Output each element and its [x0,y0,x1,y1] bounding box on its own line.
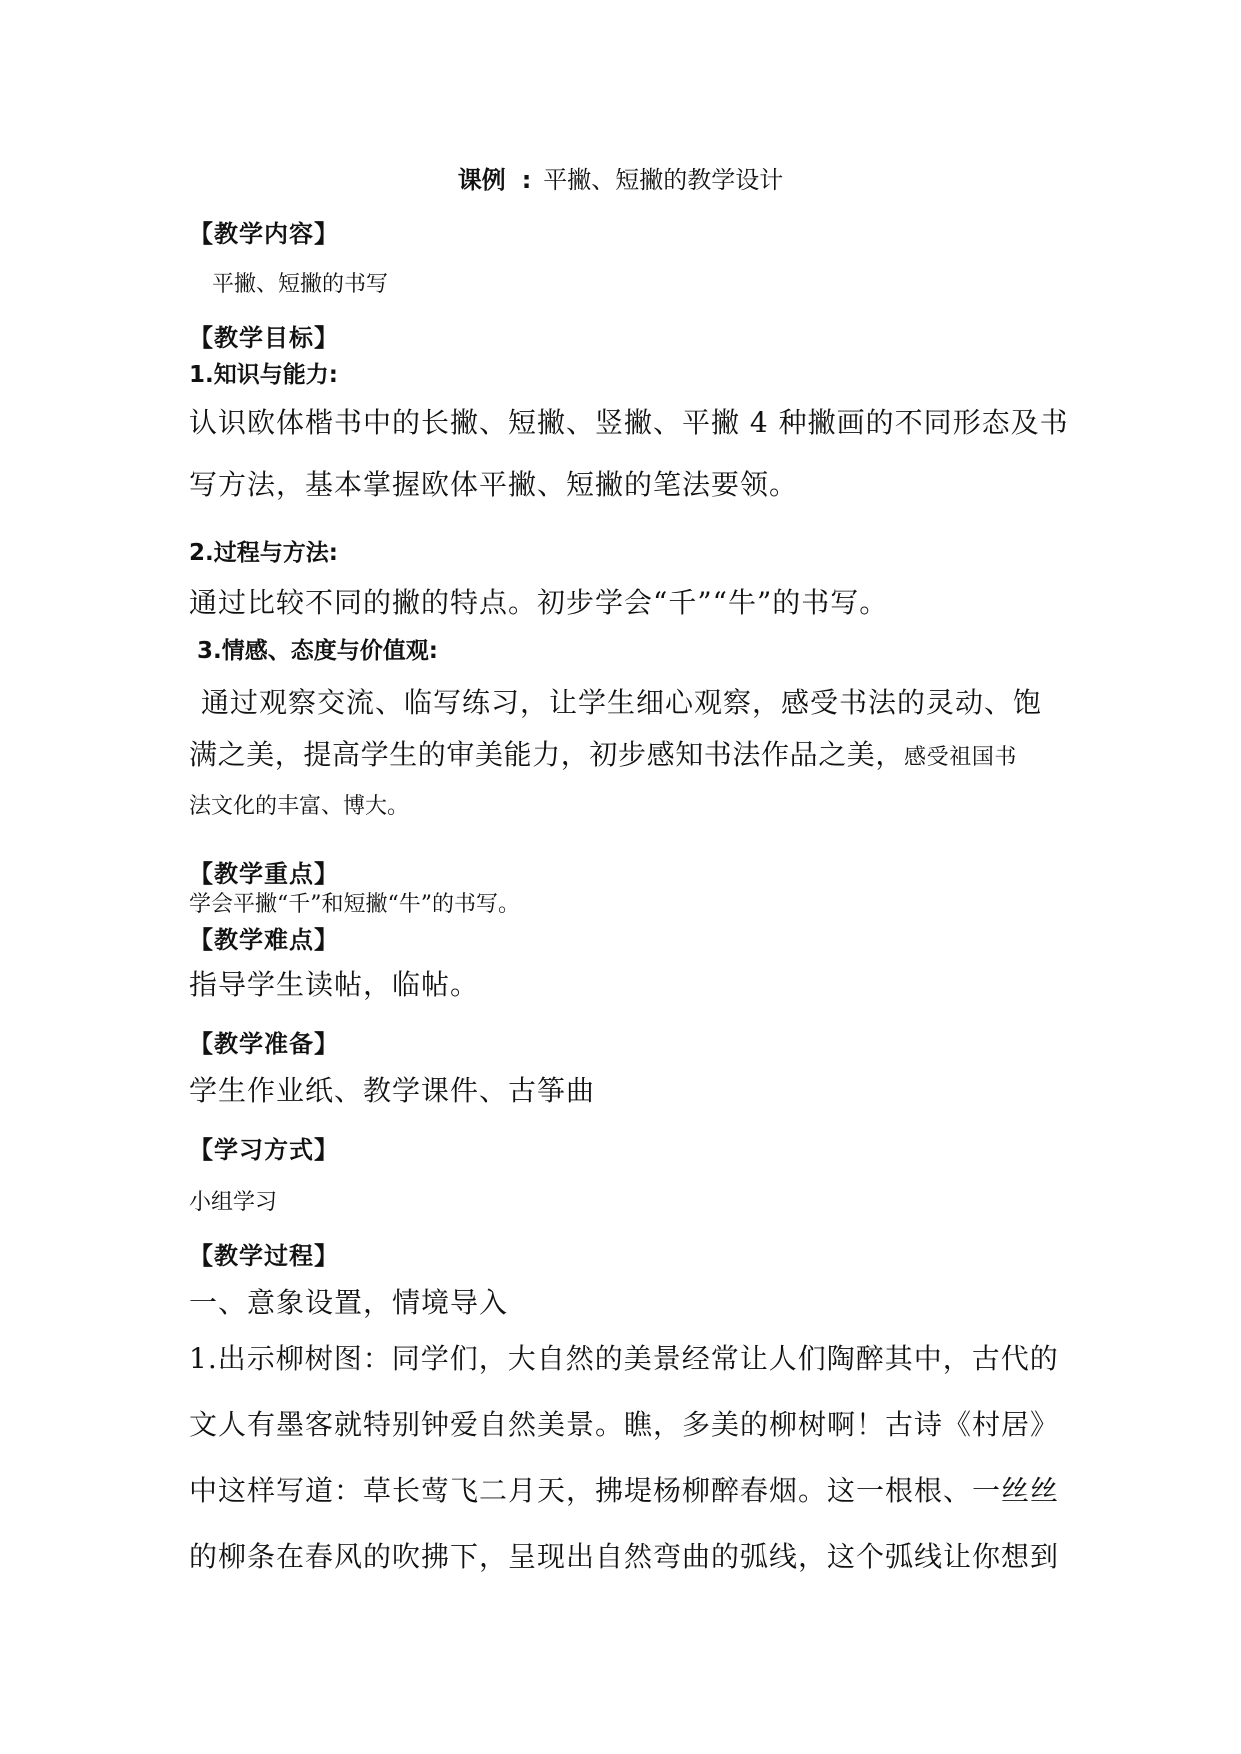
heading-keypoint: 【教学重点】 [189,860,339,888]
process-paragraph-line-2: 文人有墨客就特别钟爱自然美景。瞧，多美的柳树啊！古诗《村居》 [189,1408,1060,1441]
goal-1-title: 1.知识与能力: [189,362,338,388]
goal-3-line-2-main: 满之美，提高学生的审美能力，初步感知书法作品之美， [189,738,905,771]
title-colon: : [521,166,532,194]
heading-process: 【教学过程】 [189,1242,339,1270]
method-text: 小组学习 [189,1190,278,1215]
heading-method: 【学习方式】 [189,1136,339,1164]
heading-content: 【教学内容】 [189,220,339,248]
heading-preparation: 【教学准备】 [189,1030,339,1058]
heading-difficulty: 【教学难点】 [189,926,339,954]
process-step-title: 一、意象设置，情境导入 [189,1286,509,1319]
goal-3-line-2-tail: 感受祖国书 [904,745,1018,770]
keypoint-text: 学会平撇“千”和短撇“牛”的书写。 [189,892,520,917]
process-paragraph-line-4: 的柳条在春风的吹拂下，呈现出自然弯曲的弧线，这个弧线让你想到 [189,1540,1060,1573]
document-title [0,166,1241,195]
goal-3-title: 3.情感、态度与价值观: [197,638,438,664]
goal-2-title: 2.过程与方法: [189,540,338,566]
goal-1-line-2: 写方法，基本掌握欧体平撇、短撇的笔法要领。 [189,468,799,501]
preparation-text: 学生作业纸、教学课件、古筝曲 [189,1074,596,1107]
content-text: 平撇、短撇的书写 [212,272,389,297]
goal-2-line-1: 通过比较不同的撇的特点。初步学会“千”“牛”的书写。 [189,586,889,619]
goal-3-line-1: 通过观察交流、临写练习，让学生细心观察，感受书法的灵动、饱 [201,686,1043,719]
goal-3-line-2 [189,738,1017,772]
process-paragraph-line-1: 1.出示柳树图：同学们，大自然的美景经常让人们陶醉其中，古代的 [189,1342,1059,1375]
goal-1-line-1: 认识欧体楷书中的长撇、短撇、竖撇、平撇 4 种撇画的不同形态及书 [189,406,1069,439]
title-label: 课例 [457,166,506,194]
process-paragraph-line-3: 中这样写道：草长莺飞二月天，拂堤杨柳醉春烟。这一根根、一丝丝 [189,1474,1060,1507]
goal-3-line-3: 法文化的丰富、博大。 [189,794,410,819]
heading-goals: 【教学目标】 [189,324,339,352]
title-text: 平撇、短撇的教学设计 [543,166,784,194]
difficulty-text: 指导学生读帖，临帖。 [189,968,480,1001]
